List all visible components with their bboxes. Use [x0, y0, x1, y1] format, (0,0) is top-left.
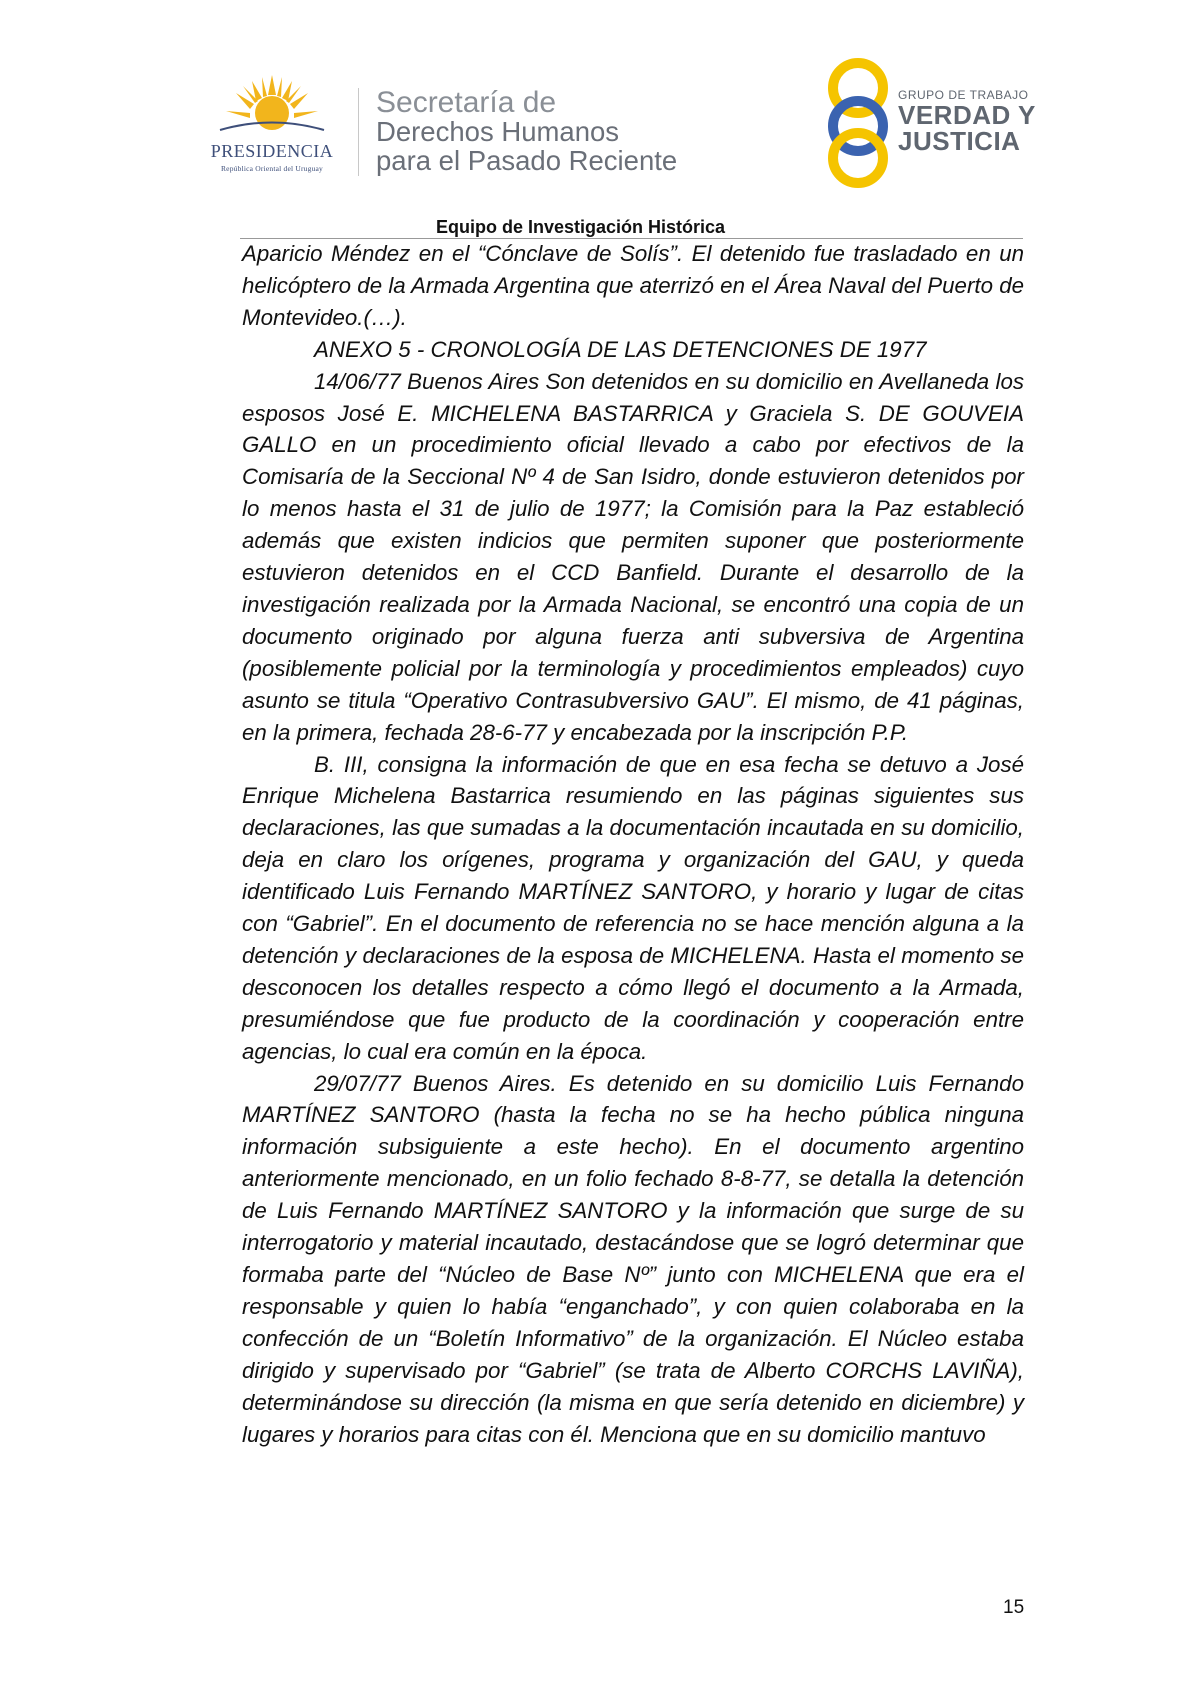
presidencia-name: PRESIDENCIA — [210, 141, 334, 161]
grupo-line-1: GRUPO DE TRABAJO — [898, 88, 1029, 102]
secretaria-line-1: Secretaría de — [376, 86, 557, 119]
document-body — [242, 238, 1024, 1450]
paragraph: 14/06/77 Buenos Aires Son detenidos en su domicilio en Avellaneda los esposos José E. MICHELENA BASTARRICA y Graciela S. DE GOUVEIA GALLO en un procedimiento oficial llevado a cabo por efectivos de la Comisaría de la Seccional Nº 4 de San Isidro, donde estuvieron detenidos por lo menos hasta el 31 de julio de 1977; la Comisión para la Paz estableció además que existen indicios que permiten suponer que posteriormente estuvieron detenidos en el CCD Banfield. Durante el desarrollo de la investigación realizada por la Armada Nacional, se encontró una copia de un documento originado por alguna fuerza anti subversiva de Argentina (posiblemente policial por la terminología y procedimientos empleados) cuyo asunto se titula “Operativo Contrasubversivo GAU”. El mismo, de 41 páginas, en la primera, fechada 28-6-77 y encabezada por la inscripción P.P. — [242, 368, 1024, 745]
paragraph: Aparicio Méndez en el “Cónclave de Solís”. El detenido fue trasladado en un helicóptero de la Armada Argentina que aterrizó en el Área Naval del Puerto de Montevideo.(…). — [242, 241, 1024, 330]
rings-emblem-icon — [820, 58, 900, 188]
paragraph: 29/07/77 Buenos Aires. Es detenido en su domicilio Luis Fernando MARTÍNEZ SANTORO (hasta la fecha no se ha hecho pública ninguna información subsiguiente a este hecho). En el documento argentino anteriormente mencionado, en un folio fechado 8-8-77, se detalla la detención de Luis Fernando MARTÍNEZ SANTORO y la información que surge de su interrogatorio y material incautado, destacándose que se logró determinar que formaba parte del “Núcleo de Base Nº” junto con MICHELENA que era el responsable y quien lo había “enganchado”, y con quien colaboraba en la confección de un “Boletín Informativo” de la organización. El Núcleo estaba dirigido y supervisado por “Gabriel” (se trata de Alberto CORCHS LAVIÑA), determinándose su dirección (la misma en que sería detenido en diciembre) y lugares y horarios para citas con él. Menciona que en su domicilio mantuvo — [242, 1070, 1024, 1447]
page-header — [0, 0, 1190, 240]
secretaria-logo-text — [376, 88, 677, 175]
grupo-line-2: VERDAD Y — [898, 100, 1036, 130]
sun-emblem-icon — [212, 75, 332, 139]
verdad-justicia-logo — [820, 58, 1040, 188]
secretaria-line-2: Derechos Humanos — [376, 116, 620, 147]
section-heading: ANEXO 5 - CRONOLOGÍA DE LAS DETENCIONES DE 1977 — [314, 336, 927, 362]
secretaria-line-3: para el Pasado Reciente — [376, 145, 678, 176]
presidencia-logo — [192, 75, 352, 185]
paragraph: B. III, consigna la información de que en esa fecha se detuvo a José Enrique Michelena Bastarrica resumiendo en las páginas siguientes sus declaraciones, las que sumadas a la documentación incautada en su domicilio, deja en claro los orígenes, programa y organización del GAU, y queda identificado Luis Fernando MARTÍNEZ SANTORO, y horario y lugar de citas con “Gabriel”. En el documento de referencia no se hace mención alguna a la detención y declaraciones de la esposa de MICHELENA. Hasta el momento se desconocen los detalles respecto a cómo llegó el documento a la Armada, presumiéndose que fue producto de la coordinación y cooperación entre agencias, lo cual era común en la época. — [242, 751, 1024, 1064]
verdad-justicia-text — [898, 88, 1036, 154]
logo-divider — [358, 88, 359, 176]
page-number: 15 — [1003, 1597, 1025, 1618]
presidencia-subtitle: República Oriental del Uruguay — [220, 164, 323, 173]
header-title: Equipo de Investigación Histórica — [436, 217, 726, 237]
grupo-line-3: JUSTICIA — [898, 126, 1021, 156]
